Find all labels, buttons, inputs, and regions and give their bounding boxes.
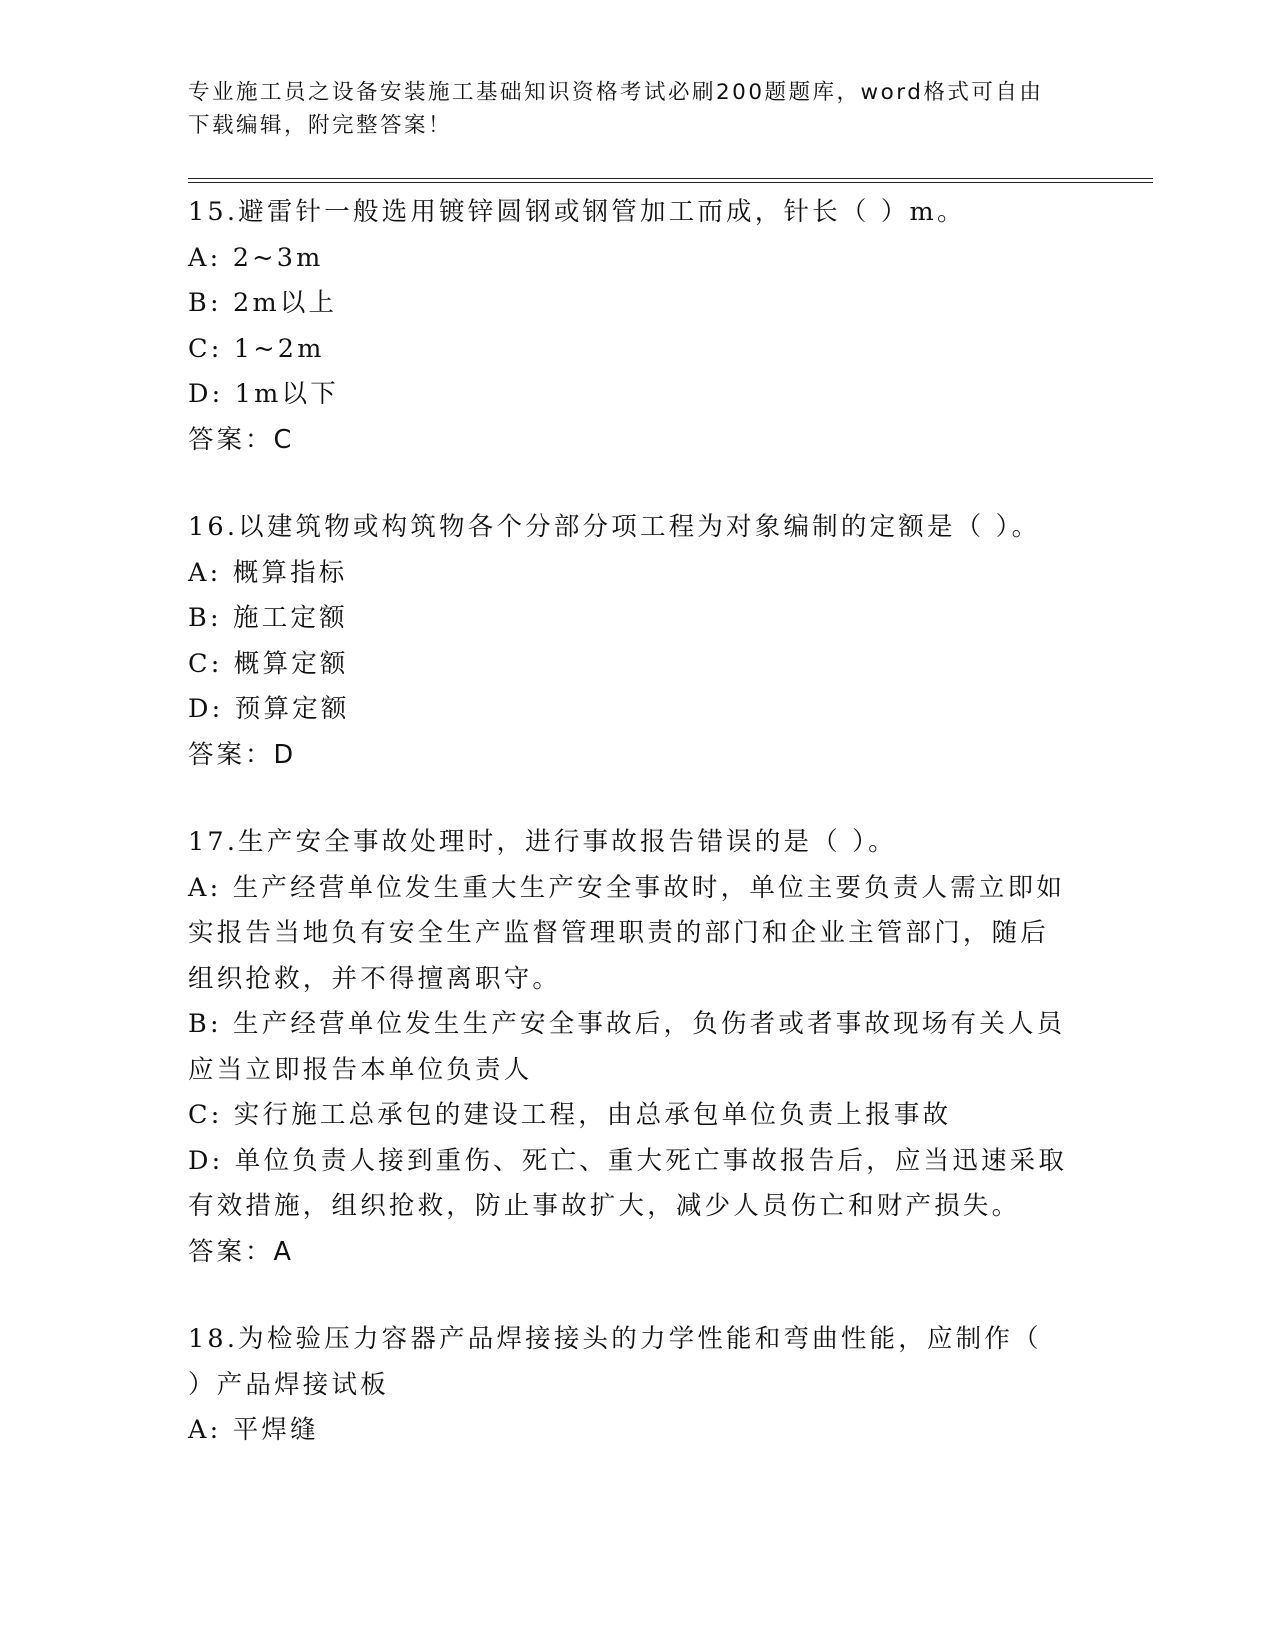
question-block bbox=[188, 820, 1078, 1275]
option-line: 有效措施，组织抢救，防止事故扩大，减少人员伤亡和财产损失。 bbox=[188, 1191, 1021, 1221]
answer-line: 答案：D bbox=[188, 739, 297, 770]
question-stem: 15.避雷针一般选用镀锌圆钢或钢管加工而成，针长（ ）m。 bbox=[188, 197, 966, 227]
option-line: D: 1m以下 bbox=[188, 379, 339, 409]
document-header bbox=[188, 76, 1068, 142]
option-line: A: 生产经营单位发生重大生产安全事故时，单位主要负责人需立即如 bbox=[188, 872, 1066, 903]
option-line: D: 单位负责人接到重伤、死亡、重大死亡事故报告后，应当迅速采取 bbox=[188, 1145, 1068, 1176]
question-block bbox=[188, 1317, 1078, 1454]
option-line: 实报告当地负有安全生产监督管理职责的部门和企业主管部门，随后 bbox=[188, 918, 1050, 948]
option-line: C: 1~2m bbox=[188, 333, 325, 364]
option-line: C: 实行施工总承包的建设工程，由总承包单位负责上报事故 bbox=[188, 1100, 952, 1130]
question-stem: 17.生产安全事故处理时，进行事故报告错误的是（ ）。 bbox=[188, 827, 897, 857]
answer-line: 答案：C bbox=[188, 424, 295, 455]
option-line: 组织抢救，并不得擅离职守。 bbox=[188, 963, 562, 994]
question-block bbox=[188, 505, 1078, 778]
header-line-2: 下载编辑，附完整答案！ bbox=[188, 113, 453, 138]
option-line: B: 生产经营单位发生生产安全事故后，负伤者或者事故现场有关人员 bbox=[188, 1009, 1066, 1039]
option-line: D: 预算定额 bbox=[188, 694, 350, 724]
option-line: A: 平焊缝 bbox=[188, 1415, 319, 1445]
option-line: A: 概算指标 bbox=[188, 557, 348, 588]
question-spacer bbox=[188, 463, 1078, 505]
question-block bbox=[188, 190, 1078, 463]
question-stem: 16.以建筑物或构筑物各个分部分项工程为对象编制的定额是（ ）。 bbox=[188, 512, 1041, 542]
question-stem: ）产品焊接试板 bbox=[188, 1369, 389, 1400]
header-rule-bottom bbox=[188, 182, 1153, 183]
option-line: A: 2~3m bbox=[188, 242, 324, 273]
question-stem: 18.为检验压力容器产品焊接接头的力学性能和弯曲性能，应制作（ bbox=[188, 1324, 1042, 1354]
question-spacer bbox=[188, 778, 1078, 820]
header-line-1: 专业施工员之设备安装施工基础知识资格考试必刷200题题库，word格式可自由 bbox=[188, 80, 1044, 105]
answer-line: 答案：A bbox=[188, 1236, 294, 1267]
option-line: C: 概算定额 bbox=[188, 648, 349, 679]
option-line: B: 2m以上 bbox=[188, 288, 338, 318]
question-spacer bbox=[188, 1275, 1078, 1317]
option-line: 应当立即报告本单位负责人 bbox=[188, 1054, 533, 1085]
header-rule-top bbox=[188, 178, 1153, 179]
option-line: B: 施工定额 bbox=[188, 603, 348, 633]
question-list bbox=[188, 190, 1078, 1454]
